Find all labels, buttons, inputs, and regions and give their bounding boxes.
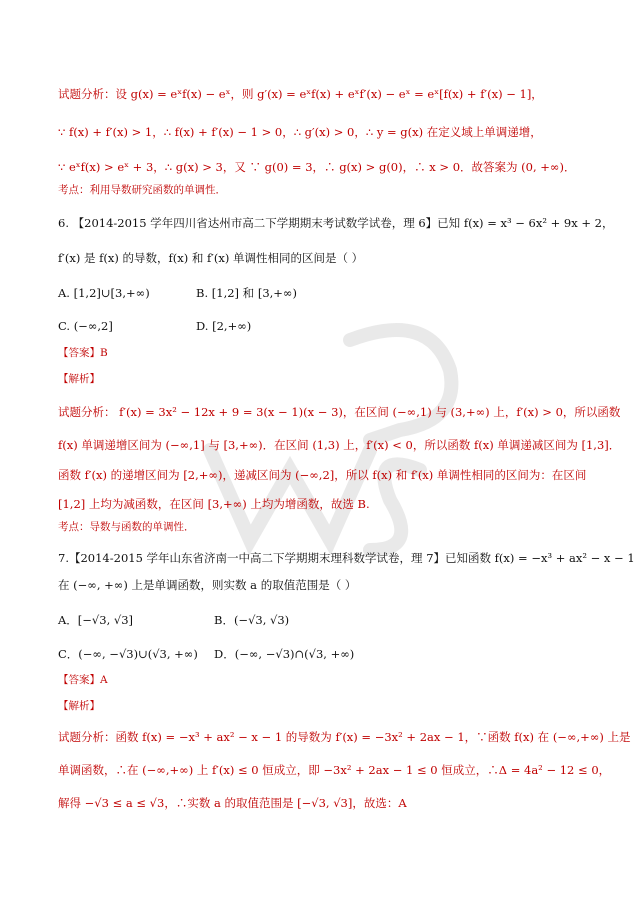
q6-kaodian: 考点：导数与函数的单调性． bbox=[58, 521, 195, 533]
q6-option-d: D. [2,+∞) bbox=[196, 319, 252, 333]
q7-stem-line2: 在 (−∞, +∞) 上是单调函数，则实数 a 的取值范围是（ ） bbox=[58, 578, 357, 592]
q7-option-a: A．[−√3, √3] bbox=[58, 613, 134, 627]
q6-stem-line2: f′(x) 是 f(x) 的导数，f(x) 和 f′(x) 单调性相同的区间是（ ） bbox=[58, 251, 364, 265]
q6-analysis-line4: [1,2] 上均为减函数，在区间 [3,+∞) 上均为增函数，故选 B. bbox=[58, 497, 370, 511]
q5-analysis-line1: 试题分析：设 g(x) = eˣf(x) − eˣ，则 g′(x) = eˣf(x) + eˣf′(x) − eˣ = eˣ[f(x) + f′(x) − 1]， bbox=[58, 87, 543, 101]
q6-analysis-line1: 试题分析： f′(x) = 3x² − 12x + 9 = 3(x − 1)(x − 3)，在区间 (−∞,1) 与 (3,+∞) 上，f′(x) > 0，所以函数 bbox=[58, 405, 621, 419]
q5-analysis-line2: ∵ f(x) + f′(x) > 1，∴ f(x) + f′(x) − 1 > 0，∴ g′(x) > 0，∴ y = g(x) 在定义域上单调递增， bbox=[58, 125, 542, 139]
q6-analysis-line3: 函数 f′(x) 的递增区间为 [2,+∞)，递减区间为 (−∞,2]，所以 f(x) 和 f′(x) 单调性相同的区间为：在区间 bbox=[58, 468, 587, 482]
q6-analysis-line2: f(x) 单调递增区间为 (−∞,1] 与 [3,+∞)．在区间 (1,3) 上，f′(x) < 0，所以函数 f(x) 单调递减区间为 [1,3]． bbox=[58, 438, 621, 452]
q7-analysis-line3: 解得 −√3 ≤ a ≤ √3，∴实数 a 的取值范围是 [−√3, √3]，故选：A bbox=[58, 796, 407, 810]
q6-option-a: A. [1,2]∪[3,+∞) bbox=[58, 286, 150, 300]
q7-analysis-line1: 试题分析：函数 f(x) = −x³ + ax² − x − 1 的导数为 f′(x) = −3x² + 2ax − 1，∵函数 f(x) 在 (−∞,+∞) 上是 bbox=[58, 730, 631, 744]
q7-answer-label: 【答案】A bbox=[58, 674, 108, 686]
q5-analysis-line3: ∵ eˣf(x) > eˣ + 3，∴ g(x) > 3，又 ∵ g(0) = 3，∴ g(x) > g(0)，∴ x > 0．故答案为 (0, +∞)． bbox=[58, 160, 576, 174]
q6-analysis-label: 【解析】 bbox=[58, 373, 100, 385]
q6-option-b: B. [1,2] 和 [3,+∞) bbox=[196, 286, 297, 300]
q7-stem-line1: 7.【2014-2015 学年山东省济南一中高二下学期期末理科数学试卷，理 7】已知函数 f(x) = −x³ + ax² − x − 1 bbox=[58, 551, 635, 565]
q7-analysis-label: 【解析】 bbox=[58, 700, 100, 712]
q6-stem-line1: 6. 【2014-2015 学年四川省达州市高二下学期期末考试数学试卷，理 6】已知 f(x) = x³ − 6x² + 9x + 2， bbox=[58, 216, 614, 230]
q7-option-b: B．(−√3, √3) bbox=[214, 613, 290, 627]
q7-analysis-line2: 单调函数，∴在 (−∞,+∞) 上 f′(x) ≤ 0 恒成立，即 −3x² + 2ax − 1 ≤ 0 恒成立，∴Δ = 4a² − 12 ≤ 0， bbox=[58, 763, 611, 777]
q5-kaodian: 考点：利用导数研究函数的单调性． bbox=[58, 184, 226, 196]
q7-option-c: C．(−∞, −√3)∪(√3, +∞) bbox=[58, 647, 198, 661]
q7-option-d: D．(−∞, −√3)∩(√3, +∞) bbox=[214, 647, 355, 661]
q6-answer-label: 【答案】B bbox=[58, 347, 108, 359]
q6-option-c: C. (−∞,2] bbox=[58, 319, 113, 333]
